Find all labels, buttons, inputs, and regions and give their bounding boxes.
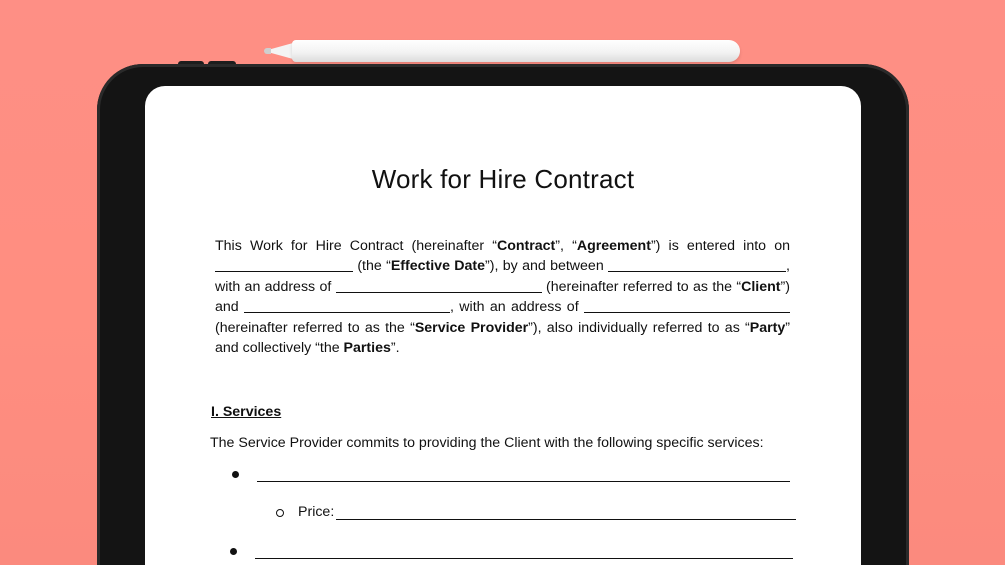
services-description: The Service Provider commits to providing the Client with the following specific services: bbox=[210, 435, 764, 451]
term-parties: Parties bbox=[343, 340, 391, 357]
section-heading-services: I. Services bbox=[211, 404, 282, 420]
term-contract: Contract bbox=[496, 238, 556, 254]
price-blank[interactable] bbox=[336, 519, 796, 520]
apple-pencil-nib bbox=[264, 48, 271, 54]
intro-paragraph: This Work for Hire Contract (hereinafter “Contract”, “Agreement”) is entered into on (the “Effective Date”), by and between , with an address of (hereinafter referred to as the “Client”) and , with an address of (hereinafter referred to as the “Service Provider”), also individually referred to as “Party” and collectively “the Parties”. bbox=[215, 238, 791, 357]
client-address-blank[interactable] bbox=[336, 279, 542, 293]
service-blank-2[interactable] bbox=[255, 558, 793, 559]
client-name-blank[interactable] bbox=[608, 258, 786, 272]
date-blank[interactable] bbox=[215, 258, 353, 272]
provider-address-blank[interactable] bbox=[584, 299, 790, 313]
price-label: Price: bbox=[298, 504, 335, 520]
term-client: Client bbox=[741, 278, 781, 295]
document-screen bbox=[145, 86, 861, 565]
bullet-icon bbox=[230, 548, 237, 555]
service-blank-1[interactable] bbox=[257, 481, 790, 482]
bullet-icon bbox=[232, 471, 239, 478]
document-title: Work for Hire Contract bbox=[371, 164, 635, 194]
term-agreement: Agreement bbox=[576, 238, 651, 254]
hollow-bullet-icon bbox=[276, 509, 284, 517]
term-party: Party bbox=[749, 319, 786, 336]
provider-name-blank[interactable] bbox=[244, 299, 450, 313]
apple-pencil bbox=[292, 40, 740, 62]
term-effective-date: Effective Date bbox=[390, 258, 486, 275]
term-service-provider: Service Provider bbox=[414, 319, 529, 336]
